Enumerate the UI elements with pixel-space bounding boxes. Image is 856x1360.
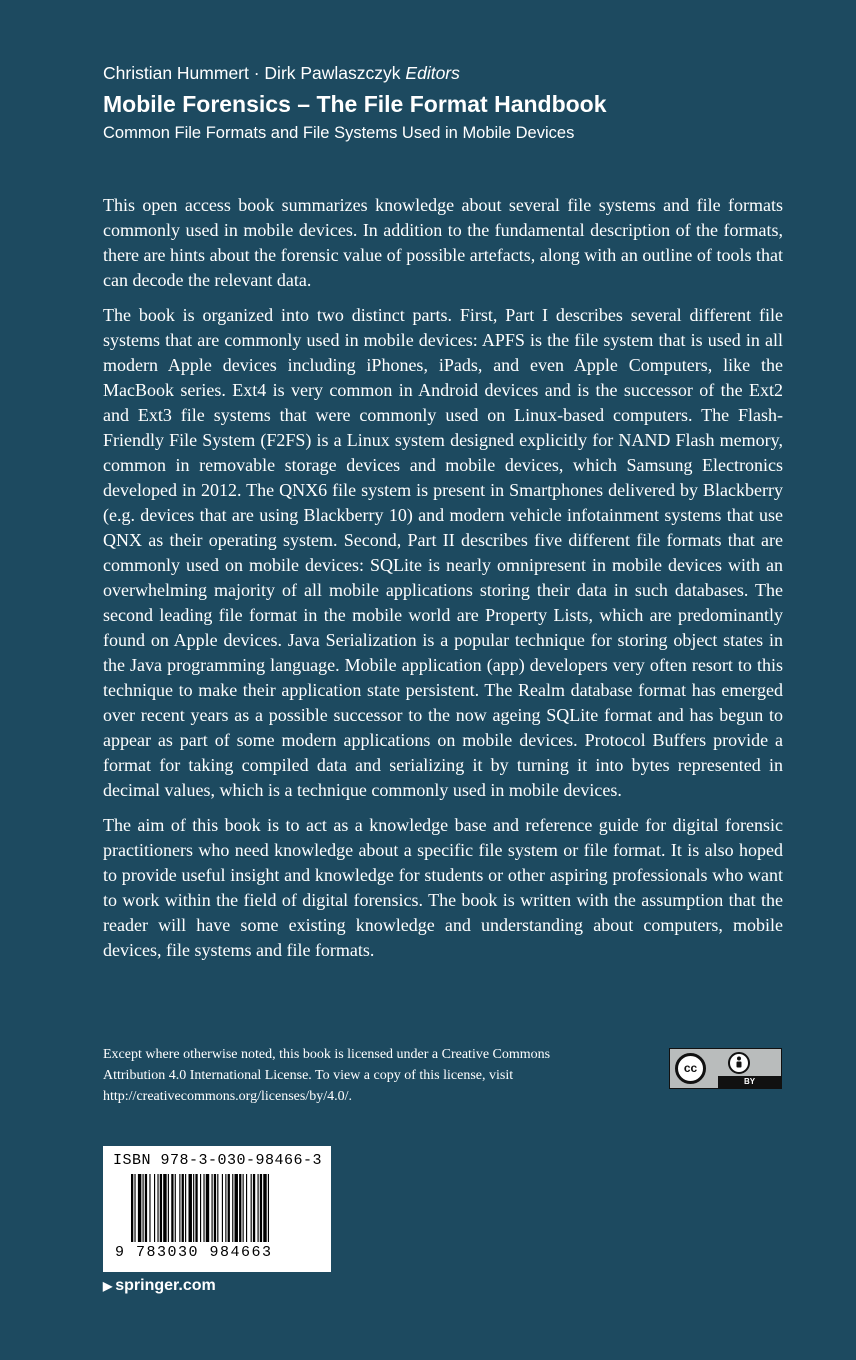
springer-link[interactable]	[103, 1275, 216, 1297]
barcode-bar	[193, 1174, 194, 1242]
paragraph-3: The aim of this book is to act as a knowledge base and reference guide for digital forensic practitioners who need knowledge about a specific file system or file format. It is also hoped to provide useful insight and knowledge for students or other aspiring professionals who want to work within the field of digital forensics. The book is written with the assumption that the reader will have some existing knowledge and understanding about computers, mobile devices, file systems and file formats.	[103, 815, 783, 960]
barcode-bar	[268, 1174, 269, 1242]
paragraph-2: The book is organized into two distinct parts. First, Part I describes several different file systems that are commonly used in mobile devices: APFS is the file system that is used in all modern Apple devices including iPhones, iPads, and even Apple Computers, like the MacBook series. Ext4 is very common in Android devices and is the successor of the Ext2 and Ext3 file systems that were commonly used on Linux-based computers. The Flash-Friendly File System (F2FS) is a Linux system designed explicitly for NAND Flash memory, common in removable storage devices and mobile devices, which Samsung Electronics developed in 2012. The QNX6 file system is present in Smartphones delivered by Blackberry (e.g. devices that are using Blackberry 10) and modern vehicle infotainment systems that use QNX as their operating system. Second, Part II describes five different file formats that are commonly used on mobile devices: SQLite is nearly omnipresent in mobile devices with an overwhelming majority of all mobile applications storing their data in such databases. The second leading file format in the mobile world are Property Lists, which are predominantly found on Apple devices. Java Serialization is a popular technique for storing object states in the Java programming language. Mobile application (app) developers very often resort to this technique to make their application state persistent. The Realm database format has emerged over recent years as a possible successor to the now ageing SQLite format and has begun to appear as part of some modern applications on mobile devices. Protocol Buffers provide a format for taking compiled data and serializing it by turning it into bytes represented in decimal values, which is a technique commonly used in mobile devices.	[103, 305, 783, 800]
barcode-bar	[189, 1174, 192, 1242]
barcode-bar	[175, 1174, 176, 1242]
barcode-bar	[182, 1174, 184, 1242]
barcode-bar	[138, 1174, 141, 1242]
barcode-bar	[143, 1174, 144, 1242]
barcode-bar	[239, 1174, 241, 1242]
isbn-barcode	[103, 1146, 331, 1272]
barcode-bar	[232, 1174, 233, 1242]
book-title: Mobile Forensics – The File Format Handbook	[103, 91, 607, 117]
cc-logo-icon: cc	[675, 1053, 706, 1084]
barcode-bar	[217, 1174, 218, 1242]
barcode-bar	[149, 1174, 150, 1242]
barcode-bar	[200, 1174, 201, 1242]
barcode-bar	[260, 1174, 262, 1242]
barcode-bar	[253, 1174, 255, 1242]
barcode-bars	[131, 1174, 311, 1246]
barcode-bar	[203, 1174, 204, 1242]
barcode-bar	[145, 1174, 147, 1242]
barcode-bar	[168, 1174, 169, 1242]
by-label: BY	[743, 1077, 756, 1086]
barcode-bar	[154, 1174, 155, 1242]
editors-line	[103, 60, 793, 86]
license-text: Except where otherwise noted, this book is licensed under a Creative Commons Attribution 4.0 International License. To view a copy of this license, visit http://creativecommons.org/licenses/by/4.0/.	[103, 1047, 551, 1104]
barcode-bar	[134, 1174, 135, 1242]
header	[103, 60, 793, 145]
barcode-bar	[222, 1174, 223, 1242]
barcode-bar	[258, 1174, 259, 1242]
creative-commons-by-icon	[669, 1048, 782, 1089]
play-arrow-icon: ▶	[103, 1279, 113, 1293]
barcode-bar	[235, 1174, 238, 1242]
book-subtitle: Common File Formats and File Systems Used in Mobile Devices	[103, 124, 575, 142]
barcode-bar	[131, 1174, 133, 1242]
barcode-bar	[228, 1174, 230, 1242]
barcode-bar	[263, 1174, 266, 1242]
attribution-person-icon	[728, 1052, 750, 1074]
editors-names: Christian Hummert · Dirk Pawlaszczyk	[103, 63, 401, 83]
barcode-bar	[160, 1174, 162, 1242]
barcode-bar	[163, 1174, 166, 1242]
isbn-number: ISBN 978-3-030-98466-3	[113, 1152, 323, 1169]
barcode-bar	[195, 1174, 197, 1242]
barcode-bar	[179, 1174, 180, 1242]
barcode-bar	[225, 1174, 226, 1242]
barcode-bar	[157, 1174, 158, 1242]
barcode-bar	[251, 1174, 252, 1242]
barcode-bar	[212, 1174, 213, 1242]
paragraph-1: This open access book summarizes knowledge about several file systems and file formats commonly used in mobile devices. In addition to the fundamental description of the formats, there are hints about the forensic value of possible artefacts, along with an outline of tools that can decode the relevant data.	[103, 195, 783, 290]
description	[103, 193, 783, 973]
barcode-bar	[246, 1174, 247, 1242]
barcode-bar	[206, 1174, 209, 1242]
barcode-bar	[214, 1174, 216, 1242]
springer-link-text: springer.com	[115, 1277, 216, 1294]
barcode-bar	[171, 1174, 173, 1242]
editors-role: Editors	[405, 63, 460, 83]
barcode-bar	[185, 1174, 186, 1242]
barcode-digits: 9 783030 984663	[115, 1244, 273, 1261]
barcode-bar	[243, 1174, 244, 1242]
